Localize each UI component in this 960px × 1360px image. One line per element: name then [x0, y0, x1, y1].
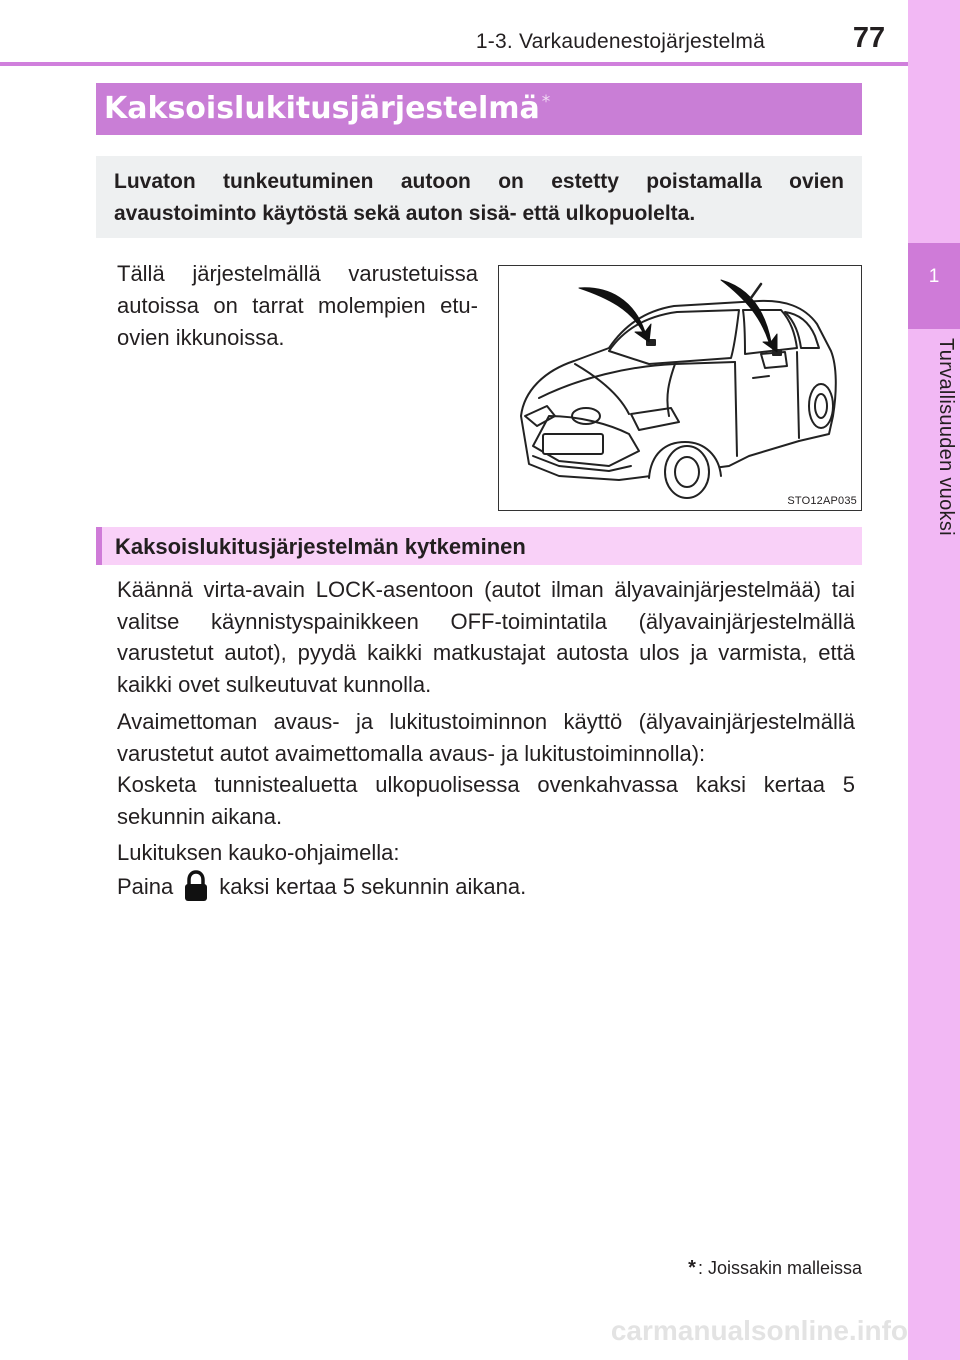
footnote: [600, 1257, 862, 1280]
page-number: 77: [852, 22, 886, 54]
paragraph-activate-key: Käännä virta-avain LOCK-asentoon (autot ilman älyavainjärjestelmää) tai valitse käynnistyspainikkeen OFF-toimintatila (älyavainjärjestelmällä varustetut autot), pyydä kaikki matkustajat autosta ulos ja varmista, että kaikki ovet sulkeutuvat kunnolla.: [117, 577, 855, 697]
header-rule: [0, 62, 908, 66]
paragraph-remote: [117, 837, 855, 903]
subsection-bar: [96, 527, 862, 565]
subsection-accent: [96, 527, 102, 565]
section-title: [104, 91, 550, 126]
car-illustration-icon: [499, 266, 861, 510]
site-watermark: carmanualsonline.info: [610, 1315, 908, 1346]
paragraph-smart-key: [117, 706, 855, 832]
intro-box: [96, 156, 862, 238]
smart-key-instruction: Kosketa tunnistealuetta ulkopuolisessa ovenkahvassa kaksi kertaa 5 sekunnin aikana.: [117, 772, 855, 829]
remote-press-count: kaksi kertaa 5 sekunnin aikana.: [219, 873, 527, 899]
remote-press-label: Paina: [117, 873, 174, 899]
sticker-paragraph: Tällä järjestelmällä varustetuissa autoissa on tarrat molempien etuovien ikkunoissa.: [117, 261, 478, 350]
remote-condition: Lukituksen kauko-ohjaimella:: [117, 840, 400, 865]
figure-code: STO12AP035: [787, 495, 857, 507]
title-footnote-marker: *: [541, 92, 551, 112]
footnote-marker: *: [688, 1257, 696, 1279]
smart-key-condition: Avaimettoman avaus- ja lukitustoiminnon käyttö (älyavainjärjestelmällä varustetut autot avaimettomalla avaus- ja lukitustoiminnolla):: [117, 709, 855, 766]
section-title-text: Kaksoislukitusjärjestelmä: [104, 91, 540, 126]
section-title-bar: [96, 83, 862, 135]
chapter-number: 1: [928, 266, 940, 287]
car-figure: [498, 265, 862, 511]
chapter-side-tab: [908, 0, 960, 1360]
intro-text: Luvaton tunkeutuminen autoon on estetty poistamalla ovien avaustoiminto käytöstä sekä auton sisä- että ulkopuolelta.: [114, 170, 844, 225]
lock-icon: [179, 869, 213, 903]
running-header-section: 1-3. Varkaudenestojärjestelmä: [475, 30, 765, 53]
chapter-label: Turvallisuuden vuoksi: [935, 338, 957, 536]
remote-instruction: [117, 869, 855, 903]
footnote-text: : Joissakin malleissa: [697, 1258, 862, 1278]
subsection-title: Kaksoislukitusjärjestelmän kytkeminen: [115, 534, 526, 559]
